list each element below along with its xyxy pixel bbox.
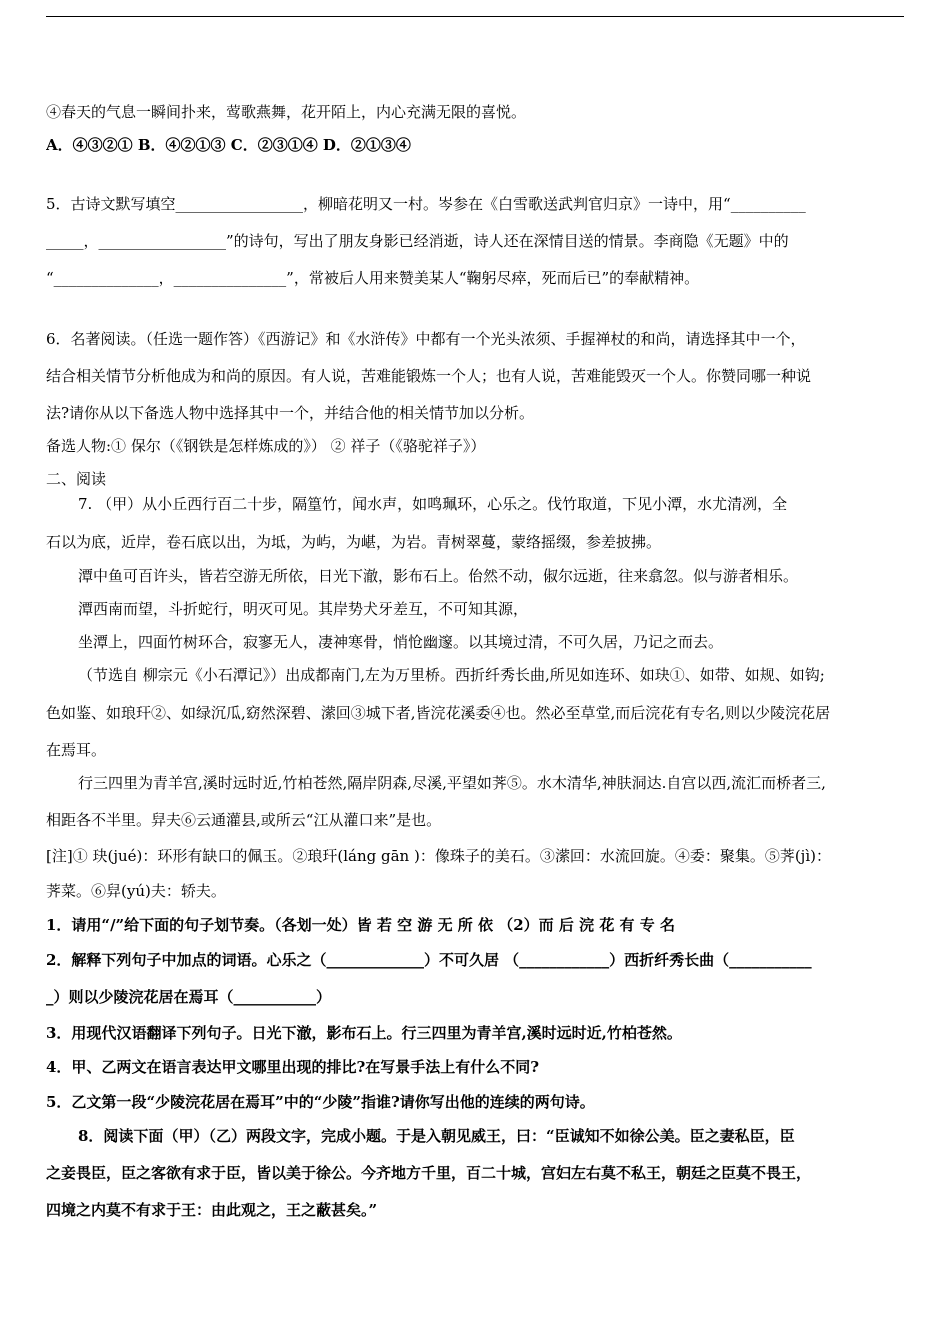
text-line: 荠菜。⑥舁(yú)夫：轿夫。 [46,882,226,900]
text-line: _）则以少陵浣花居在焉耳（___________） [46,988,332,1006]
text-line: 色如鉴、如琅玕②、如绿沉瓜,窈然深碧、潆回③城下者,皆浣花溪委④也。然必至草堂,而后浣花有专名,则以少陵浣花居 [46,704,831,722]
text-line: 2．解释下列句子中加点的词语。心乐之（_____________）不可久居 （____________）西折纤秀长曲（___________ [46,951,812,969]
text-line: 石以为底，近岸，卷石底以出，为坻，为屿，为嵁，为岩。青树翠蔓，蒙络摇缀，参差披拂。 [46,533,662,551]
text-line: 之妾畏臣，臣之客欲有求于臣，皆以美于徐公。今齐地方千里，百二十城，宫妇左右莫不私王，朝廷之臣莫不畏王， [46,1164,812,1182]
text-line: 行三四里为青羊宫,溪时远时近,竹柏苍然,隔岸阴森,尽溪,平望如荠⑤。水木清华,神肤洞达.自宫以西,流汇而桥者三, [78,774,826,792]
text-line: _____，_________________”的诗句，写出了朋友身影已经消逝，诗人还在深情目送的情景。李商隐《无题》中的 [46,232,789,250]
text-line: [注]① 玦(jué)：环形有缺口的佩玉。②琅玕(láng gān )：像珠子的美石。③潆回：水流回旋。④委：聚集。⑤荠(jì)： [46,847,831,865]
text-line: 结合相关情节分析他成为和尚的原因。有人说，苦难能锻炼一个人；也有人说，苦难能毁灭一个人。你赞同哪一种说 [46,367,812,385]
text-line: 法?请你从以下备选人物中选择其中一个，并结合他的相关情节加以分析。 [46,404,535,422]
text-line: 备选人物:① 保尔（《钢铁是怎样炼成的》） ② 祥子（《骆驼祥子》） [46,437,486,455]
text-line: 5．古诗文默写填空_________________，柳暗花明又一村。岑参在《白雪歌送武判官归京》一诗中，用“__________ [46,195,806,213]
text-line: 3．用现代汉语翻译下列句子。日光下澈，影布石上。行三四里为青羊宫,溪时远时近,竹柏苍然。 [46,1024,682,1042]
text-line: 4．甲、乙两文在语言表达甲文哪里出现的排比?在写景手法上有什么不同? [46,1058,540,1076]
text-line: 二、阅读 [46,470,107,488]
text-line: “______________，_______________”，常被后人用来赞美某人“鞠躬尽瘁，死而后已”的奉献精神。 [46,269,700,287]
text-line: 5．乙文第一段“少陵浣花居在焉耳”中的“少陵”指谁?请你写出他的连续的两句诗。 [46,1093,595,1111]
text-line: 1．请用“/”给下面的句子划节奏。（各划一处）皆 若 空 游 无 所 依 （2）而 后 浣 花 有 专 名 [46,916,676,934]
text-line: 潭中鱼可百许头，皆若空游无所依，日光下澈，影布石上。佁然不动，俶尔远逝，往来翕忽。似与游者相乐。 [78,567,799,585]
text-line: 7. （甲）从小丘西行百二十步，隔篁竹，闻水声，如鸣珮环，心乐之。伐竹取道，下见小潭，水尤清冽，全 [78,495,788,513]
text-line: A．④③②① B．④②①③ C．②③①④ D．②①③④ [46,136,411,154]
top-rule [46,16,904,17]
text-line: 潭西南而望，斗折蛇行，明灭可见。其岸势犬牙差互，不可知其源， [78,600,529,618]
text-line: （节选自 柳宗元《小石潭记》）出成都南门,左为万里桥。西折纤秀长曲,所见如连环、如玦①、如带、如规、如钩; [78,666,825,684]
text-line: ④春天的气息一瞬间扑来，莺歌燕舞，花开陌上，内心充满无限的喜悦。 [46,103,527,121]
text-line: 6．名著阅读。（任选一题作答）《西游记》和《水浒传》中都有一个光头浓须、手握禅杖的和尚，请选择其中一个， [46,330,806,348]
text-line: 坐潭上，四面竹树环合，寂寥无人，凄神寒骨，悄怆幽邃。以其境过清，不可久居，乃记之而去。 [78,633,724,651]
text-line: 8．阅读下面（甲）（乙）两段文字，完成小题。于是入朝见威王，曰：“臣诚知不如徐公美。臣之妻私臣，臣 [78,1127,795,1145]
text-line: 相距各不半里。舁夫⑥云通灌县,或所云“江从灌口来”是也。 [46,811,442,829]
text-line: 在焉耳。 [46,741,107,759]
text-line: 四境之内莫不有求于王：由此观之，王之蔽甚矣。” [46,1201,378,1219]
